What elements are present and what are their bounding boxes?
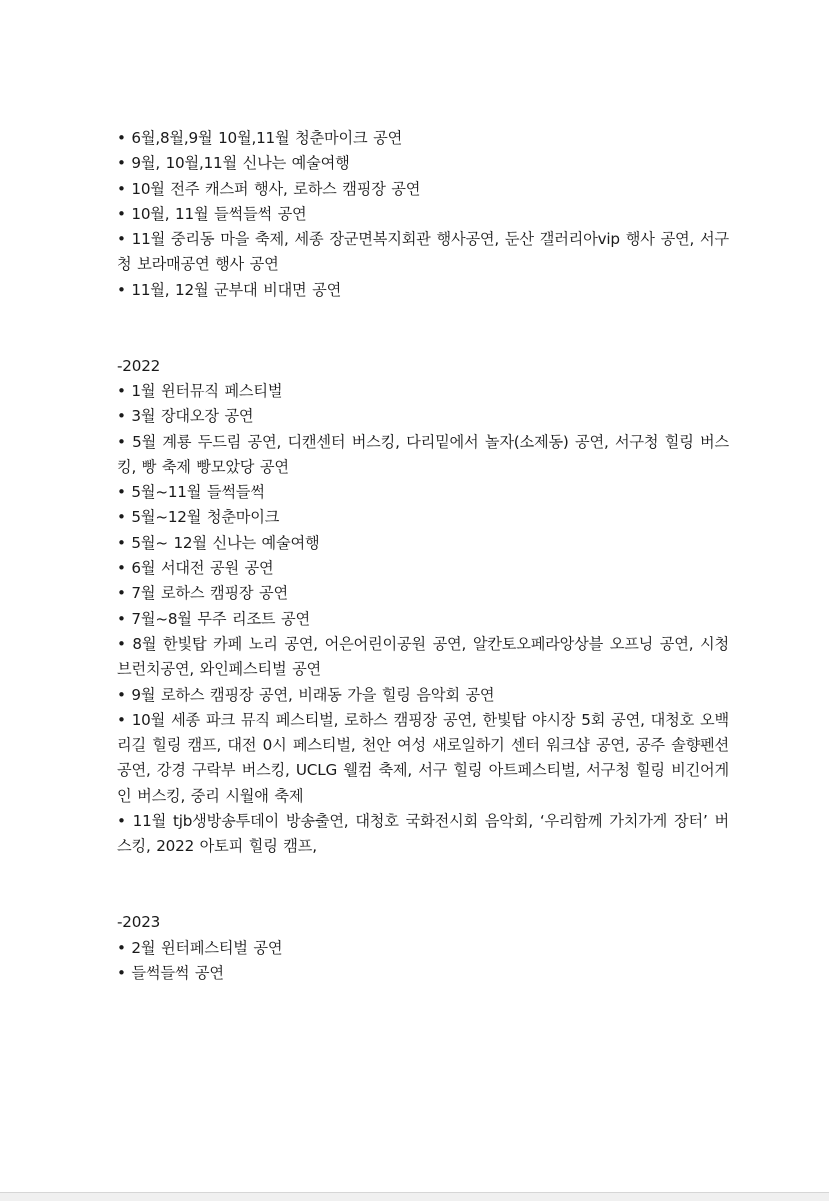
section-2021 (117, 126, 729, 303)
list-item: • 7월~8월 무주 리조트 공연 (117, 609, 310, 628)
list-item: • 10월 전주 캐스퍼 행사, 로하스 캠핑장 공연 (117, 179, 421, 198)
list-item: • 5월 계룡 두드림 공연, 디캔센터 버스킹, 다리밑에서 놀자(소제동) 공연, 서구청 힐링 버스킹, 빵 축제 빵모았당 공연 (117, 432, 729, 476)
list-item: • 11월 tjb생방송투데이 방송출연, 대청호 국화전시회 음악회, ‘우리함께 가치가게 장터’ 버스킹, 2022 아토피 힐링 캠프, (117, 812, 729, 856)
list-item: • 3월 장대오장 공연 (117, 407, 254, 426)
list-item: • 9월 로하스 캠핑장 공연, 비래동 가을 힐링 음악회 공연 (117, 685, 495, 704)
list-item: • 7월 로하스 캠핑장 공연 (117, 584, 288, 603)
section-heading: -2022 (117, 356, 161, 375)
list-item: • 6월,8월,9월 10월,11월 청춘마이크 공연 (117, 129, 403, 147)
list-item: • 1월 윈터뮤직 페스티벌 (117, 381, 283, 400)
list-item: • 2월 윈터페스티벌 공연 (117, 938, 283, 957)
list-item: • 10월 세종 파크 뮤직 페스티벌, 로하스 캠핑장 공연, 한빛탑 야시장 5회 공연, 대청호 오백리길 힐링 캠프, 대전 0시 페스티벌, 천안 여성 새로일하기 센터 워크샵 공연, 공주 솔향펜션 공연, 강경 구락부 버스킹, UCLG 웰컴 축제, 서구 힐링 아트페스티벌, 서구청 힐링 비긴어게인 버스킹, 중리 시월애 축제 (117, 710, 729, 805)
list-item: • 10월, 11월 들썩들썩 공연 (117, 204, 307, 223)
list-item: • 들썩들썩 공연 (117, 963, 224, 982)
list-item: • 11월 중리동 마을 축제, 세종 장군면복지회관 행사공연, 둔산 갤러리아vip 행사 공연, 서구청 보라매공연 행사 공연 (117, 230, 729, 274)
document-body (117, 126, 729, 986)
list-item: • 5월~11월 들썩들썩 (117, 483, 265, 502)
viewer-bottom-bar (0, 1192, 829, 1201)
list-item: • 11월, 12월 군부대 비대면 공연 (117, 280, 342, 299)
list-item: • 9월, 10월,11월 신나는 예술여행 (117, 154, 350, 173)
section-2022 (117, 354, 729, 860)
section-heading: -2023 (117, 913, 161, 932)
list-item: • 8월 한빛탑 카페 노리 공연, 어은어린이공원 공연, 알칸토오페라앙상블 오프닝 공연, 시청 브런치공연, 와인페스티벌 공연 (117, 634, 729, 679)
section-2023 (117, 910, 729, 986)
list-item: • 5월~12월 청춘마이크 (117, 508, 280, 527)
list-item: • 5월~ 12월 신나는 예술여행 (117, 533, 320, 552)
list-item: • 6월 서대전 공원 공연 (117, 559, 274, 578)
